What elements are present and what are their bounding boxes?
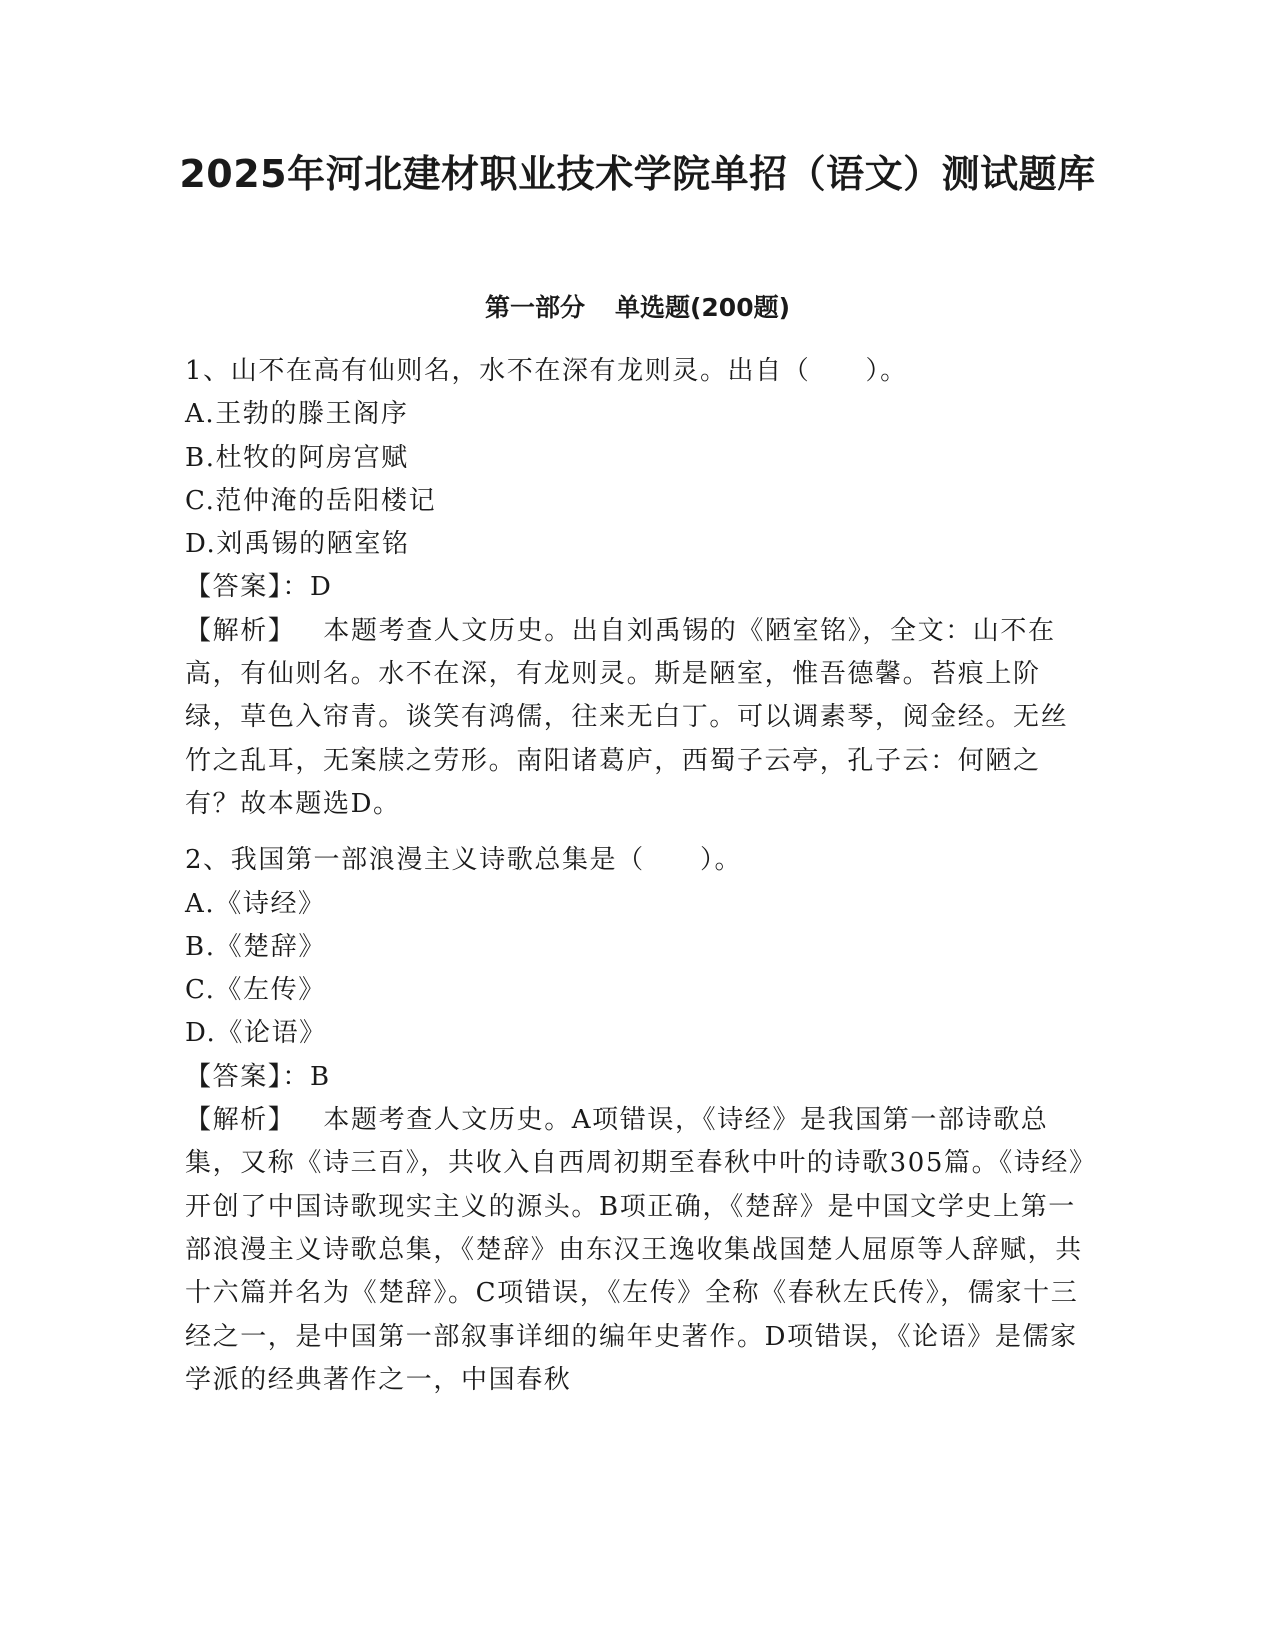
answer-line — [185, 1056, 1085, 1099]
option-b: B.《楚辞》 — [185, 931, 326, 962]
section-heading — [0, 290, 1275, 326]
section-prefix: 第一部分 — [484, 293, 585, 322]
question-item — [185, 350, 1085, 826]
answer-line — [185, 566, 1085, 609]
answer-separator: ： — [282, 572, 311, 603]
answer-label: 【答案】 — [185, 1061, 283, 1092]
option-d: D.《论语》 — [185, 1018, 327, 1049]
analysis-paragraph — [185, 1099, 1085, 1402]
question-stem: 1、山不在高有仙则名，水不在深有龙则灵。出自（ ）。 — [185, 356, 908, 386]
analysis-text: 本题考查人文历史。出自刘禹锡的《陋室铭》，全文：山不在高，有仙则名。水不在深，有龙则灵。斯是陋室，惟吾德馨。苔痕上阶绿，草色入帘青。谈笑有鸿儒，往来无白丁。可以调素琴，阅金经。无丝竹之乱耳，无案牍之劳形。南阳诸葛庐，西蜀子云亭，孔子云：何陋之有？故本题选D。 — [185, 615, 1069, 819]
analysis-text: 本题考查人文历史。A项错误，《诗经》是我国第一部诗歌总集，又称《诗三百》，共收入自西周初期至春秋中叶的诗歌305篇。《诗经》开创了中国诗歌现实主义的源头。B项正确，《楚辞》是中国文学史上第一部浪漫主义诗歌总集，《楚辞》由东汉王逸收集战国楚人屈原等人辞赋，共十六篇并名为《楚辞》。C项错误，《左传》全称《春秋左氏传》，儒家十三经之一，是中国第一部叙事详细的编年史著作。D项错误，《论语》是儒家学派的经典著作之一，中国春秋 — [185, 1105, 1084, 1395]
analysis-label: 【解析】 — [185, 1105, 296, 1136]
question-item — [185, 839, 1085, 1402]
section-name: 单选题(200题) — [614, 293, 791, 322]
analysis-label: 【解析】 — [185, 615, 296, 646]
document-title: 2025年河北建材职业技术学院单招（语文）测试题库 — [179, 152, 1096, 196]
answer-value: D — [310, 572, 333, 603]
question-list — [185, 350, 1085, 1402]
option-a: A.王勃的滕王阁序 — [185, 399, 409, 430]
option-a: A.《诗经》 — [185, 888, 326, 919]
answer-separator: ： — [282, 1061, 311, 1092]
option-b: B.杜牧的阿房宫赋 — [185, 442, 409, 473]
answer-label: 【答案】 — [185, 572, 283, 603]
analysis-paragraph — [185, 610, 1085, 826]
option-d: D.刘禹锡的陋室铭 — [185, 529, 410, 560]
question-stem: 2、我国第一部浪漫主义诗歌总集是（ ）。 — [185, 845, 743, 876]
option-c: C.《左传》 — [185, 975, 326, 1006]
option-c: C.范仲淹的岳阳楼记 — [185, 485, 437, 516]
answer-value: B — [310, 1061, 331, 1092]
